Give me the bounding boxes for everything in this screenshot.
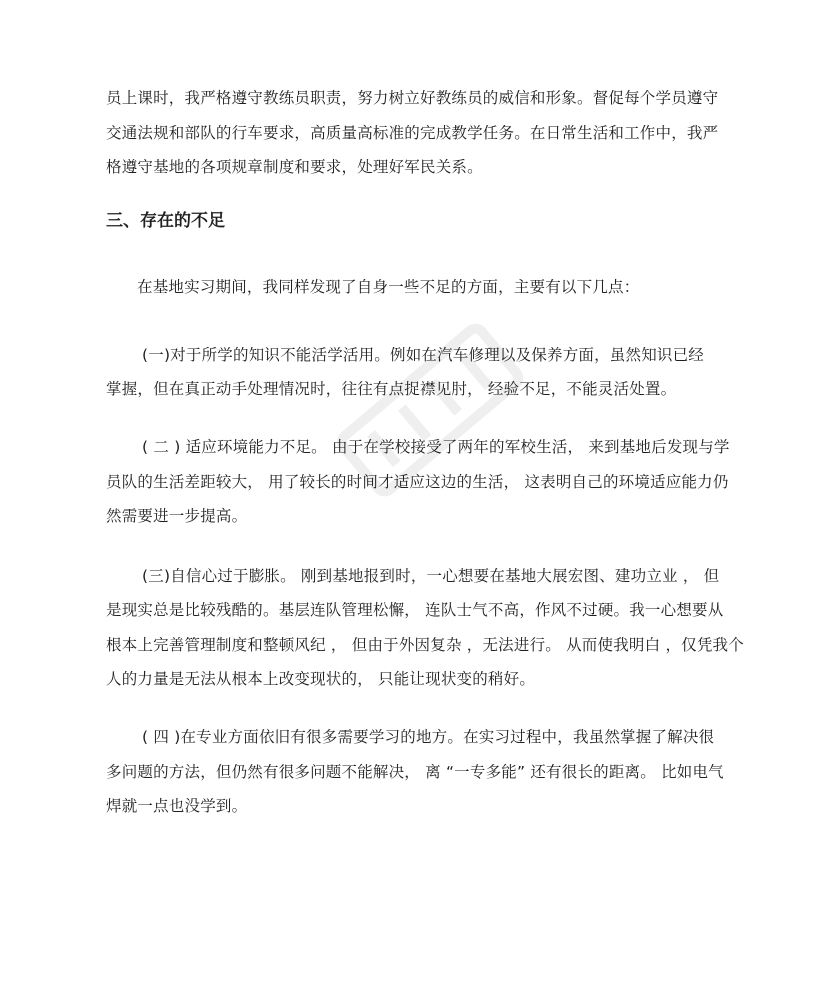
intro-line-2: 交通法规和部队的行车要求，高质量高标准的完成教学任务。在日常生活和工作中，我严	[106, 124, 719, 142]
intro-line-3: 格遵守基地的各项规章制度和要求，处理好军民关系。	[106, 158, 483, 176]
point3-line-2: 是现实总是比较残酷的。基层连队管理松懈， 连队士气不高，作风不过硬。我一心想要从	[106, 601, 724, 619]
point1-line-1: (一)对于所学的知识不能活学活用。例如在汽车修理以及保养方面，虽然知识已经	[142, 346, 704, 364]
lead-line: 在基地实习期间，我同样发现了自身一些不足的方面，主要有以下几点：	[137, 278, 640, 296]
watermark-logo	[300, 280, 560, 540]
point2-line-3: 然需要进一步提高。	[106, 507, 248, 525]
point3-line-1: (三)自信心过于膨胀。 刚到基地报到时，一心想要在基地大展宏图、建功立业 ， 但	[142, 567, 720, 585]
point4-line-3: 焊就一点也没学到。	[106, 797, 248, 815]
point2-line-1: ( 二 ) 适应环境能力不足。 由于在学校接受了两年的军校生活， 来到基地后发现与学	[142, 438, 730, 456]
point1-line-2: 掌握，但在真正动手处理情况时，往往有点捉襟见肘， 经验不足，不能灵活处置。	[106, 380, 677, 398]
section-heading: 三、存在的不足	[106, 211, 225, 231]
point4-line-1: ( 四 )在专业方面依旧有很多需要学习的地方。在实习过程中，我虽然掌握了解决很	[142, 728, 715, 746]
intro-line-1: 员上课时，我严格遵守教练员职责，努力树立好教练员的威信和形象。督促每个学员遵守	[106, 89, 719, 107]
point3-line-4: 人的力量是无法从根本上改变现状的， 只能让现状变的稍好。	[106, 670, 536, 688]
point2-line-2: 员队的生活差距较大， 用了较长的时间才适应这边的生活， 这表明自己的环境适应能力仍	[106, 473, 729, 491]
point3-line-3: 根本上完善管理制度和整顿风纪 ， 但由于外因复杂 ，无法进行。 从而使我明白 ，仅凭我个	[106, 636, 744, 654]
point4-line-2: 多问题的方法，但仍然有很多问题不能解决， 离 “一专多能” 还有很长的距离。 比如电气	[106, 763, 724, 781]
